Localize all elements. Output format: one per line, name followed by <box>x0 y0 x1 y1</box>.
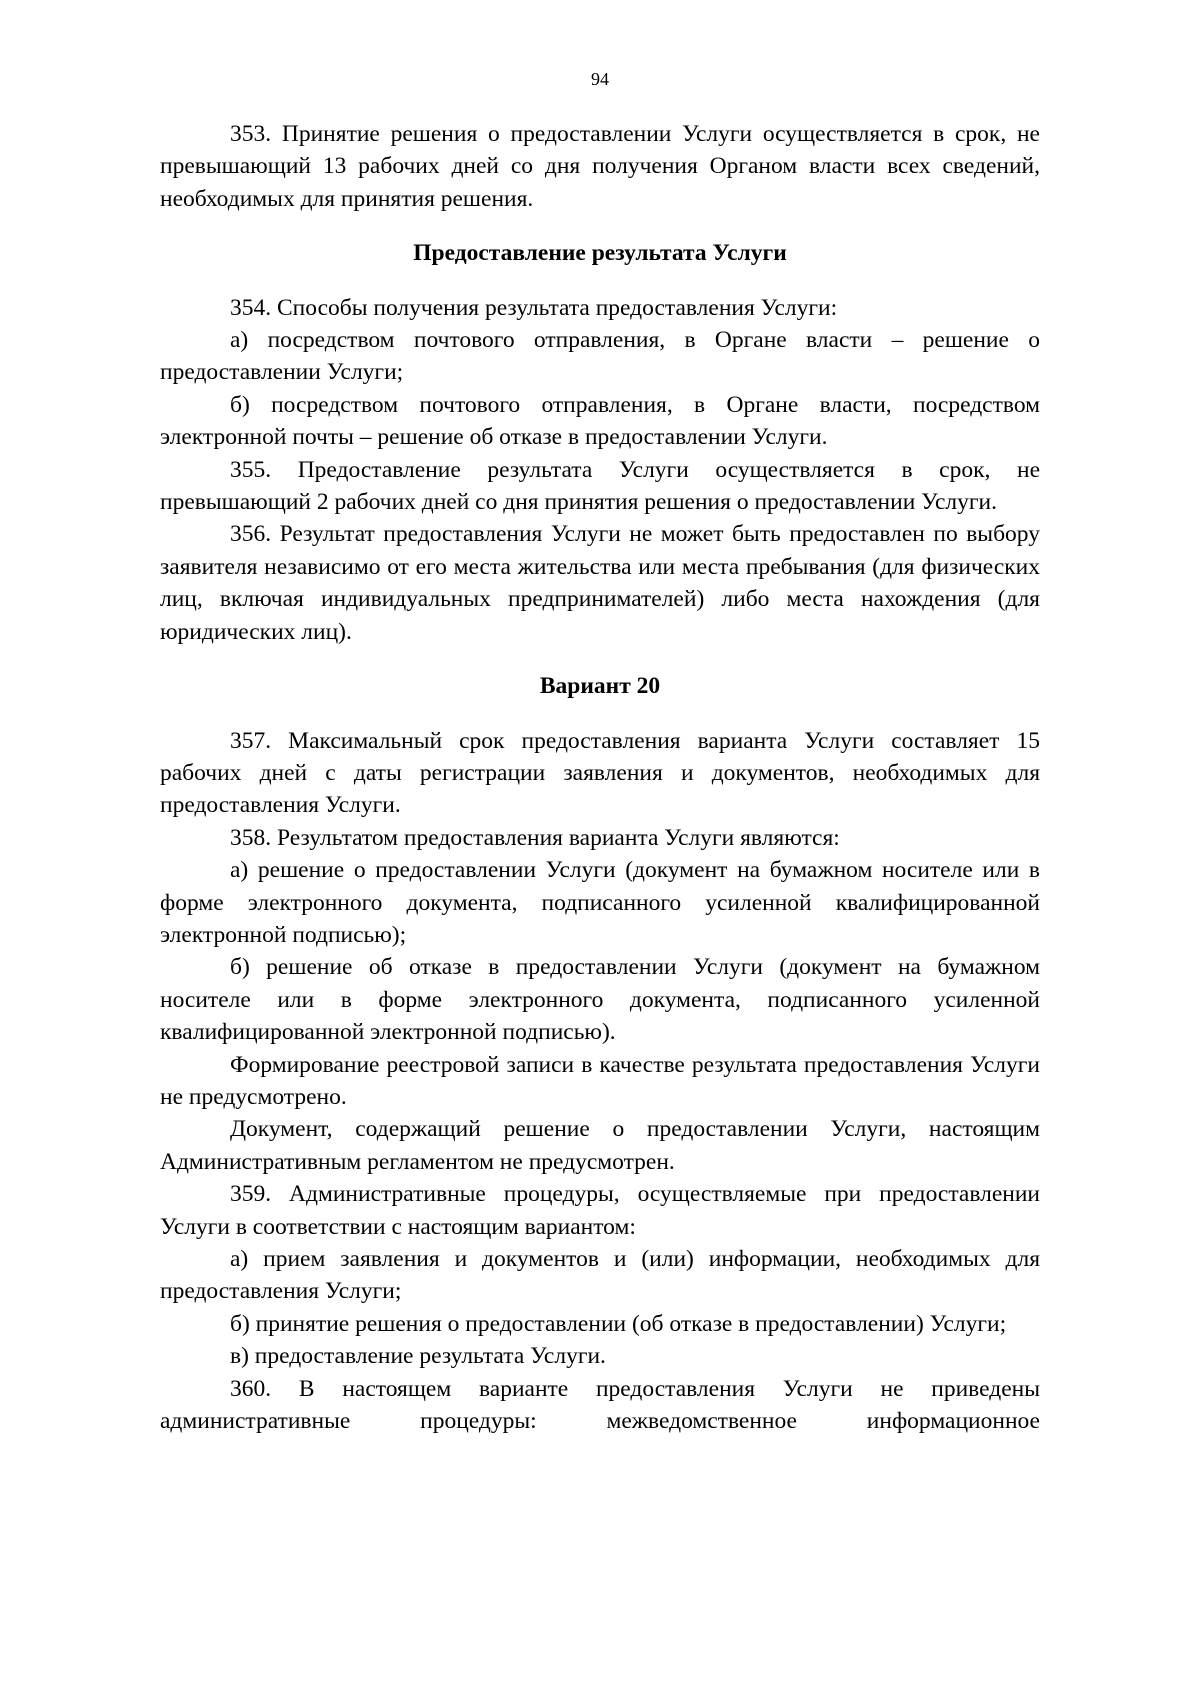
section-heading-result: Предоставление результата Услуги <box>413 240 787 267</box>
document-body <box>160 118 1040 1437</box>
paragraph-document: Документ, содержащий решение о предоставлении Услуги, настоящим Административным регламентом не предусмотрен. <box>160 1116 1040 1175</box>
section-heading-variant: Вариант 20 <box>539 673 661 700</box>
paragraph-358-b: б) решение об отказе в предоставлении Услуги (документ на бумажном носителе или в форме электронного документа, подписанного усиленной квалифицированной электронной подписью). <box>160 954 1040 1046</box>
page-number: 94 <box>591 69 609 89</box>
paragraph-355: 355. Предоставление результата Услуги осуществляется в срок, не превышающий 2 рабочих дней со дня принятия решения о предоставлении Услуги. <box>160 456 1040 516</box>
paragraph-356: 356. Результат предоставления Услуги не может быть предоставлен по выбору заявителя независимо от его места жительства или места пребывания (для физических лиц, включая индивидуальных предпринимателей) либо места нахождения (для юридических лиц). <box>160 521 1040 645</box>
paragraph-359-b: б) принятие решения о предоставлении (об отказе в предоставлении) Услуги; <box>230 1310 1007 1337</box>
paragraph-358-a: а) решение о предоставлении Услуги (документ на бумажном носителе или в форме электронного документа, подписанного усиленной квалифицированной электронной подписью); <box>160 857 1040 948</box>
paragraph-354: 354. Способы получения результата предоставления Услуги: <box>230 294 838 321</box>
paragraph-354-a: а) посредством почтового отправления, в Органе власти – решение о предоставлении Услуги; <box>160 327 1040 386</box>
paragraph-353: 353. Принятие решения о предоставлении Услуги осуществляется в срок, не превышающий 13 рабочих дней со дня получения Органом власти всех сведений, необходимых для принятия решения. <box>160 121 1040 212</box>
paragraph-registry: Формирование реестровой записи в качестве результата предоставления Услуги не предусмотрено. <box>160 1051 1040 1110</box>
paragraph-357: 357. Максимальный срок предоставления варианта Услуги составляет 15 рабочих дней с даты регистрации заявления и документов, необходимых для предоставления Услуги. <box>160 727 1040 819</box>
paragraph-359-c: в) предоставление результата Услуги. <box>230 1343 606 1370</box>
paragraph-354-b: б) посредством почтового отправления, в Органе власти, посредством электронной почты – решение об отказе в предоставлении Услуги. <box>160 391 1040 451</box>
paragraph-359: 359. Административные процедуры, осуществляемые при предоставлении Услуги в соответствии с настоящим вариантом: <box>160 1181 1040 1240</box>
paragraph-358: 358. Результатом предоставления варианта Услуги являются: <box>230 824 840 851</box>
paragraph-359-a: а) прием заявления и документов и (или) информации, необходимых для предоставления Услуги; <box>160 1246 1040 1305</box>
paragraph-360: 360. В настоящем варианте предоставления Услуги не приведены административные процедуры: межведомственное информационное <box>160 1375 1040 1435</box>
